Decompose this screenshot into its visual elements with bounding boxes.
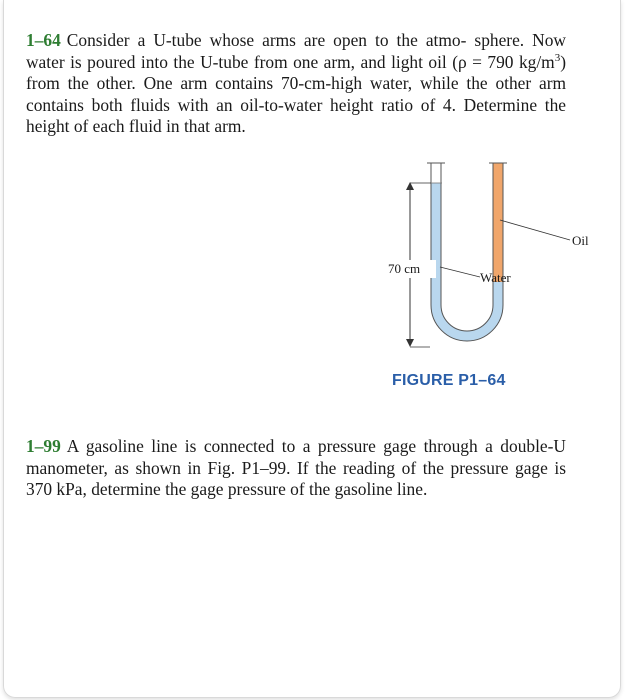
problem-text-line-5: with an oil-to-water height ratio of 4. Determine the height of: [26, 94, 566, 137]
water-fill: [431, 183, 503, 341]
problem-text-line-2: sphere. Now water is poured into the U-tube from one arm,: [26, 30, 566, 72]
water-leader-line: [440, 267, 480, 277]
u-tube-figure: [370, 155, 610, 365]
tube-inner: [441, 163, 493, 331]
problem-number: 1–64: [26, 30, 61, 50]
problem-1-64: [26, 30, 566, 138]
problem-text-line-4: 70-cm-high water, while the other arm contains both fluids: [26, 73, 567, 115]
superscript-3: 3: [554, 51, 561, 64]
problem-text-line-1: Consider a U-tube whose arms are open to the atmo-: [66, 30, 467, 50]
oil-label: Oil: [572, 233, 589, 248]
oil-leader-line: [500, 220, 570, 240]
problem-text-line-3b: ) from the other. One arm contains: [26, 51, 566, 94]
water-label: Water: [480, 270, 511, 285]
arrow-down-icon: [406, 339, 414, 347]
problem-text-line-3: and light oil (ρ = 790 kg/m: [360, 51, 555, 72]
oil-fill: [493, 163, 503, 282]
problem-text-line-6: each fluid in that arm.: [92, 116, 246, 137]
problem-number: 1–99: [26, 436, 61, 456]
problem-text: A gasoline line is connected to a pressure gage through a double-U manometer, as shown in Fig. P1–99. If the reading of the pressure gage is 370 kPa, determine the gage pressure of the gasoline line.: [26, 436, 566, 500]
height-label: 70 cm: [388, 261, 421, 276]
problem-1-99: [26, 436, 566, 501]
figure-caption: FIGURE P1–64: [392, 372, 506, 389]
